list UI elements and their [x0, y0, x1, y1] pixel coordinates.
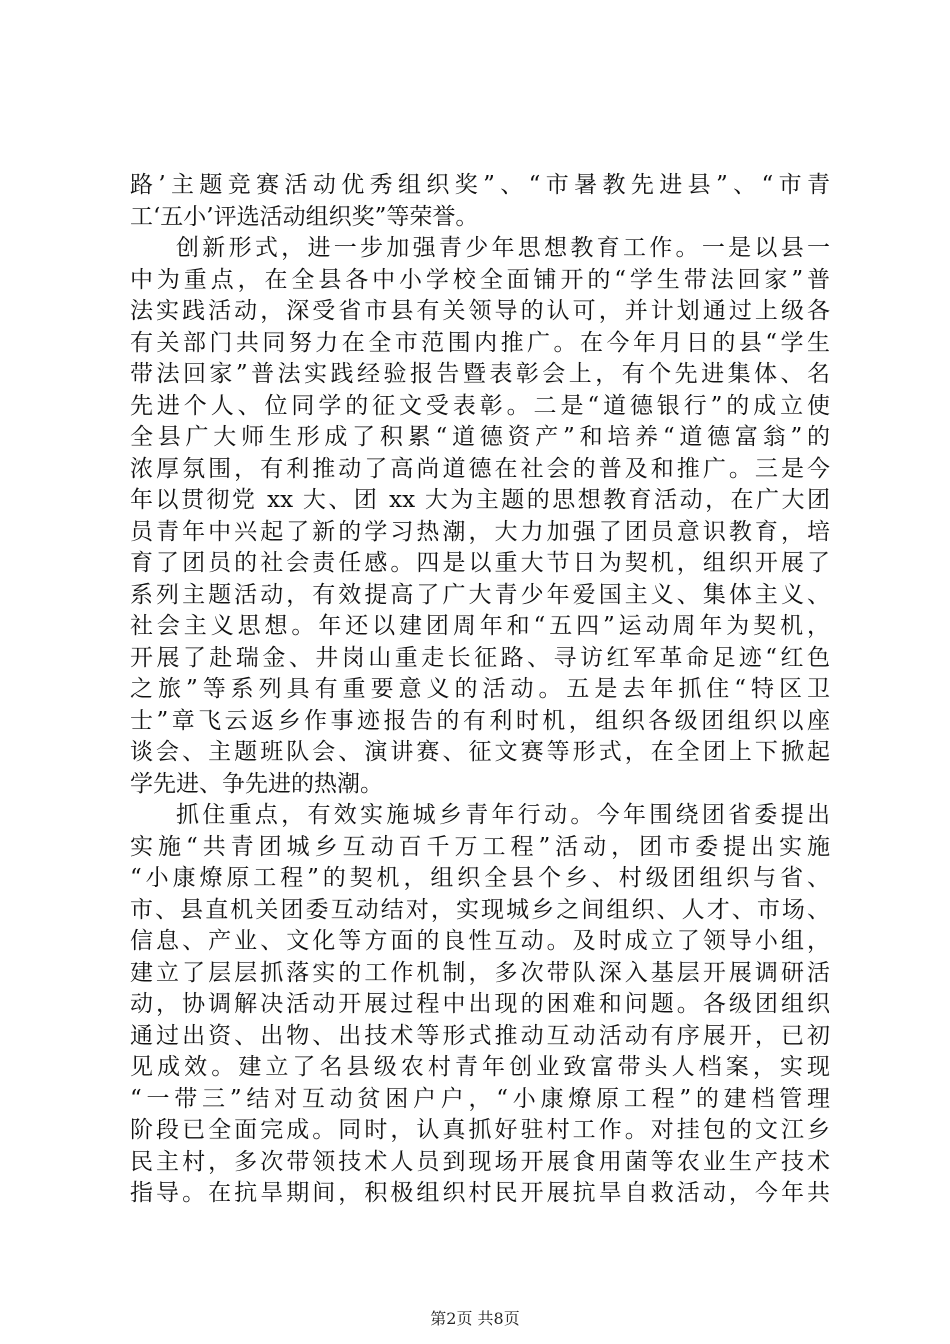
- paragraph: [130, 800, 830, 1210]
- text-line: 信息、产业、文化等方面的良性互动。及时成立了领导小组，: [130, 928, 830, 954]
- text-line: 年以贯彻党 xx 大、团 xx 大为主题的思想教育活动，在广大团: [130, 487, 830, 513]
- text-line: 创新形式，进一步加强青少年思想教育工作。一是以县一: [176, 235, 830, 261]
- text-line: 动，协调解决活动开展过程中出现的困难和问题。各级团组织: [130, 991, 830, 1017]
- text-line: 谈会、主题班队会、演讲赛、征文赛等形式，在全团上下掀起: [130, 739, 830, 765]
- text-line: 员青年中兴起了新的学习热潮，大力加强了团员意识教育，培: [130, 518, 830, 545]
- text-line: 浓厚氛围，有利推动了高尚道德在社会的普及和推广。三是今: [130, 455, 830, 482]
- text-line: 通过出资、出物、出技术等形式推动互动活动有序展开，已初: [130, 1022, 830, 1049]
- text-line: 学先进、争先进的热潮。: [130, 770, 383, 797]
- paragraph: [130, 170, 830, 233]
- text-line: 建立了层层抓落实的工作机制，多次带队深入基层开展调研活: [130, 959, 830, 986]
- text-line: “一带三”结对互动贫困户户，“小康燎原工程”的建档管理: [130, 1085, 830, 1112]
- text-line: 阶段已全面完成。同时，认真抓好驻村工作。对挂包的文江乡: [130, 1117, 830, 1143]
- text-line: 先进个人、位同学的征文受表彰。二是“道德银行”的成立使: [130, 392, 830, 419]
- text-line: 见成效。建立了名县级农村青年创业致富带头人档案，实现: [130, 1054, 830, 1080]
- text-line: 市、县直机关团委互动结对，实现城乡之间组织、人才、市场、: [130, 896, 830, 923]
- text-line: 法实践活动，深受省市县有关领导的认可，并计划通过上级各: [130, 298, 830, 324]
- text-line: 之旅”等系列具有重要意义的活动。五是去年抓住“特区卫: [130, 676, 830, 702]
- document-body: [130, 170, 830, 1210]
- text-line: 民主村，多次带领技术人员到现场开展食用菌等农业生产技术: [130, 1148, 830, 1175]
- text-line: 社会主义思想。年还以建团周年和“五四”运动周年为契机，: [130, 613, 830, 639]
- text-line: 工‘五小’评选活动组织奖”等荣誉。: [130, 203, 479, 230]
- text-line: 有关部门共同努力在全市范围内推广。在今年月日的县“学生: [130, 329, 830, 356]
- paragraph: [130, 233, 830, 800]
- text-line: 中为重点，在全县各中小学校全面铺开的“学生带法回家”普: [130, 266, 830, 293]
- text-line: 全县广大师生形成了积累“道德资产”和培养“道德富翁”的: [130, 424, 830, 450]
- text-line: “小康燎原工程”的契机，组织全县个乡、村级团组织与省、: [130, 865, 830, 891]
- text-line: 指导。在抗旱期间，积极组织村民开展抗旱自救活动，今年共: [130, 1180, 830, 1206]
- page-footer: 第2页 共8页: [430, 1309, 520, 1328]
- text-line: 抓住重点，有效实施城乡青年行动。今年围绕团省委提出: [176, 802, 830, 828]
- text-line: 开展了赴瑞金、井岗山重走长征路、寻访红军革命足迹“红色: [130, 644, 830, 671]
- text-line: 带法回家”普法实践经验报告暨表彰会上，有个先进集体、名: [130, 361, 830, 387]
- text-line: 士”章飞云返乡作事迹报告的有利时机，组织各级团组织以座: [130, 707, 830, 734]
- text-line: 实施“共青团城乡互动百千万工程”活动，团市委提出实施: [130, 833, 830, 860]
- text-line: 系列主题活动，有效提高了广大青少年爱国主义、集体主义、: [130, 581, 830, 608]
- text-line: 路’主题竞赛活动优秀组织奖”、“市暑教先进县”、“市青: [130, 172, 830, 198]
- text-line: 育了团员的社会责任感。四是以重大节日为契机，组织开展了: [130, 550, 830, 576]
